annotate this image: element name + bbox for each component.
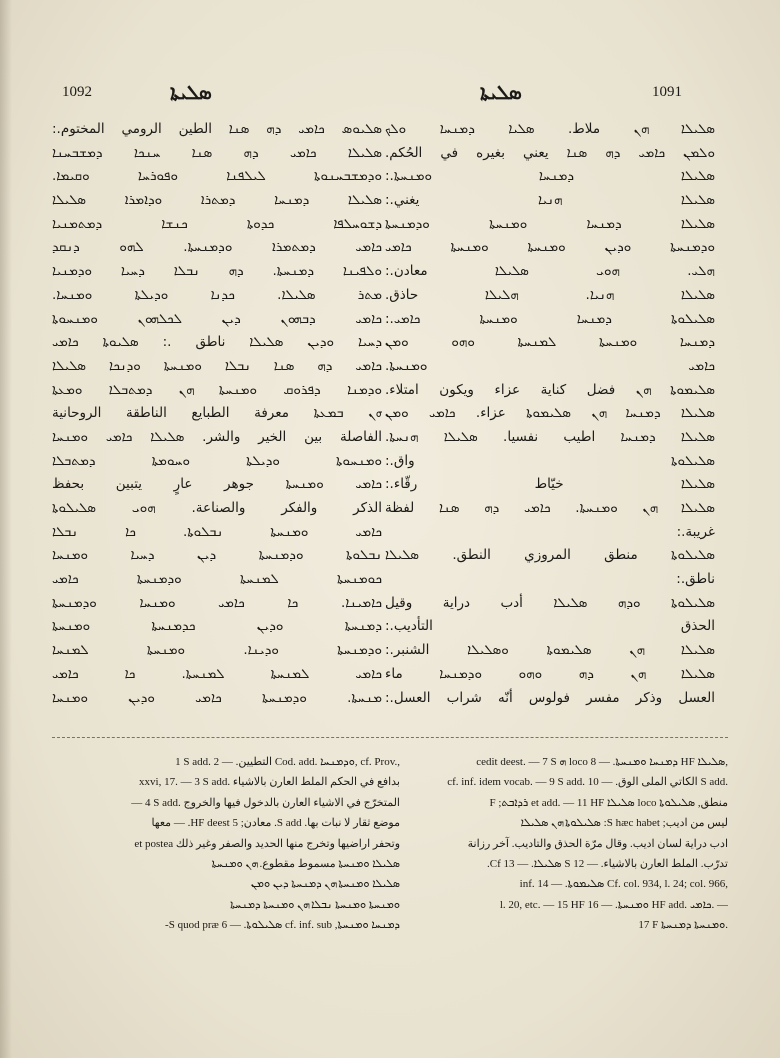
entry-line: ܟܐܡܝ ܕܡܬܡܪܐ ܘܕܡܢܚܬܐ. ܠܗܘ ܕܢܩܕ [52, 239, 382, 256]
entry-line: ܣܠܝܠܐ ܕܡܢܚܐ ܗܢ ܣܠܝܡܘܬܐ عزاء. ܟܐܡܝ ܘܡܢ [385, 405, 715, 422]
entry-line: غريبة.: [676, 523, 715, 540]
entry-line: ܘܡܢܚܘܬܐ ܘܕܝܠܬܐ ܘܚܘܡܬܐ ܕܡܬܒܠܐ [52, 452, 382, 469]
entry-line: ܣܠܝܠܐ ܕܡܢܚܐ ܘܡܢܚܬܐ ܘܕܡܢܚܬܐ [385, 215, 715, 232]
entry-line: ܣܠܝܠܐ ܗܢܝܐ يغني.: [385, 192, 715, 209]
footnote-line: منطق, ܣܠܝܠܘܬܐ loco ܣܠܝܠܐ et add. — 11 HF ܪܕܐܒܬ; F [489, 796, 728, 809]
entry-line: ܘܕܡܫܒܚܢܘܬܐ ܠܝܠܦܢܐ ܘܦܘܪܚܐ ܘܩܝܡܐ. [52, 168, 382, 185]
footnote-line: cedit deest. — 7 S ܗ loco ܕܡܢܚܐ ܘܡܢܚܬܐ. — 8 HF ܣܠܝܠܐ, [476, 756, 728, 768]
entry-line: ܗܢ ܒܡܥܬܐ معرفة الطبايع الناطقة الروحانية [52, 405, 382, 422]
entry-line: ܣܠܝܠܐ ܕܡܢܚܐ اطيب نفسيا. ܣܠܝܠܐ ܗܢܚܬܐ. [385, 428, 715, 445]
entry-line: ܡܬܪ ܣܠܝܠܐ. ܟܕܢܐ ܘܕܝܠܬܐ ܘܡܢܚܐ. [52, 286, 382, 303]
entry-line: العسل وذكر مفسر فولوس أنّه شراب العسل.: [385, 689, 715, 706]
left-running-headword: ܣܠܝܬܐ [170, 80, 212, 104]
right-dictionary-column [385, 118, 715, 710]
entry-line: ܣܠܝܠܐ ܕܡܢܚܐ ܕܡܬܪܐ ܘܕܐܡܪܐ ܣܠܝܠܐ [52, 192, 382, 209]
entry-line: ܘܕܡܢܚܬܐ ܘܕܝܢܐ. ܘܡܢܚܬܐ ܠܡܢܚܐ [52, 642, 382, 659]
page-header [0, 80, 780, 110]
entry-line: ܘܕܡܢܚܬܐ ܘܕܝܢ ܘܡܢܚܬܐ ܘܡܢܚܬܐ ܟܐܡܝ [385, 239, 715, 256]
footnote-line: inf. ܣܠܝܡܘܬܐ. — 14 Cf. col. 934, l. 24; col. 966, [519, 878, 728, 891]
footnote-line: ليس من اديب; S hæc habet: ܣܠܝܠܘܬܐ ܗܢ ܣܠܝܠܐ [520, 817, 728, 830]
entry-line: الحذق التأديب.: [385, 618, 715, 635]
entry-line: ܕܫܘܚܠܦܐ ܟܕܘܬܐ ܟܢܫܐ ܕܡܬܡܢܝܐ [52, 215, 382, 232]
entry-line: ܟܐܡܝ ܘܡܢܚܬܐ جوهر عارٍ يتبين بحفظ [52, 476, 382, 493]
entry-line: ܕܡܢܚܐ ܘܡܢܚܬܐ ܠܡܢܚܬܐ ܘܗܘ ܘܡܢ [385, 334, 715, 351]
footnote-line: ܘܡܢܚܬܐ ܘܡܢܚܬܐ ܢܒܠܐ ܗܢ ܘܡܢܚܬܐ ܕܡܢܚܬܐ [230, 898, 400, 911]
entry-line: ܘܠܦܝܢܐ ܕܡܢܚܬܐ. ܕܗ ܢܒܠܐ ܕܚܝܐ ܘܕܡܢܝܐ [52, 263, 382, 280]
entry-line: ܘܠܡܢ ܟܐܡܝ ܕܗ ܣܢܐ يعني بغيره في الحُكم. [385, 144, 715, 161]
entry-line: الفاصلة بين الخير والشر. ܣܠܝܠܐ ܟܐܡܝ ܘܡܢܚܐ [52, 428, 382, 445]
footnote-line: ادب دراية لسان اديب. وقال مرّة الحذق والتاديب. آخر رزانة [467, 837, 728, 850]
footnote-line: cf. inf. idem vocab. — 9 S add. الكاتي الملى الوق. — 10 S add. [447, 776, 728, 789]
left-dictionary-column [52, 118, 382, 710]
entry-line: ܣܠܝܠܐ ܗܢܝܐ. ܗܠܝܠܐ حاذق. [385, 286, 715, 303]
entry-line: ܣܠܝܡܘܬܐ ܗܢ فضل كناية عزاء ويكون امتلاء. [385, 381, 715, 398]
entry-line: ܣܠܝܠܐ ܕܡܢܚܐ ܘܡܢܚܬܐ.: [385, 168, 715, 185]
entry-line: ܟܐܡܝ ܘܡܢܚܬܐ. [385, 357, 715, 374]
entry-line: ܣܠܝܘܣ ܟܐܡܝ ܕܗ ܣܢܐ الطين الرومي المختوم.: [52, 121, 382, 137]
entry-line: ܣܠܝܠܘܬܐ ܕܡܢܚܐ ܘܡܢܚܬܐ ܟܐܡܝ.: [385, 310, 715, 327]
entry-line: ܟܐܡܝ ܕܒܗܘܢ ܕܝܢ ܠܟܠܗܘܢ ܘܡܢܚܘܬܐ [52, 310, 382, 327]
left-footnotes [60, 752, 400, 936]
entry-line: ܟܐܡܝ ܠܡܢܚܬܐ ܠܡܢܚܬܐ. ܟܐ ܟܐܡܝ [52, 665, 382, 682]
entry-line: ܟܐܡܝ ܕܗ ܣܢܐ ܢܒܠܐ ܘܡܢܚܬܐ ܘܕܢܟܐ ܣܠܝܠܐ [52, 357, 382, 374]
entry-line: ܟܐܡܝܢܐ. ܟܐ ܟܐܡܝ ܘܡܢܚܐ ܘܕܡܢܚܬܐ [52, 594, 382, 611]
footnote-line: موضع ثقار لا نبات بها. S add. معادن; 5 HF deest. — معها [151, 817, 400, 830]
entry-line: ܕܚܝܐ ܘܕܝܢ ܣܠܝܠܐ ناطق .: ܣܠܝܘܬܐ ܟܐܡܝ [52, 334, 382, 351]
footnote-line: xxvi, 17. — 3 S add. بدافع في الحكم الملط العارن بالاشياء [139, 776, 400, 789]
footnote-line: وتحفر اراضيها وتخرج منها الحديد والصفر وغير ذلك et postea [134, 837, 400, 850]
entry-line: ܘܕܡܢܐ ܕܦܪܘܩ ܘܡܢܚܬܐ ܗܢ ܕܡܬܒܠܐ ܘܡܥܬܐ [52, 381, 382, 398]
right-footnotes [388, 752, 728, 936]
entry-line: ܟܐܡܝ ܘܡܢܚܬܐ ܢܒܠܘܬܐ. ܟܐ ܢܒܠܐ [52, 523, 382, 540]
entry-line: ܕܡܢܚܬܐ ܘܕܝܢ ܟܕܡܢܚܬܐ ܘܡܢܚܬܐ [52, 618, 382, 635]
footnote-line: ܣܠܝܠܐ ܘܡܢܚܬܐ ܗܢ ܕܡܢܚܬܐ ܕܝܢ ܘܡܢ [250, 878, 400, 891]
footnote-line: l. 20, etc. — 15 HF ܘܡܢܚܬܐ. — 16 HF add. ܟܐܡܝ. — [499, 898, 728, 911]
entry-line: ܣܠܝܠܐ ܗܢ ܕܗ ܘܗܘ ܘܕܡܢܚܐ ماء [385, 665, 715, 682]
footnote-separator [52, 737, 728, 738]
footnote-line: ܕܡܢܚܐ ܘܡܢܚܬܐ, cf. inf. sub ܣܠܝܠܘܬܐ. — 6 S quod præ- [165, 919, 400, 932]
entry-line: الذكر والفكر والصناعة. ܗܘܝ ܣܠܝܠܘܬܐ [52, 500, 382, 516]
footnote-line: — 4 S add. المتخرّج في الاشياء العارن بالدخول فيها والخروج [131, 796, 400, 809]
entry-line: ܣܠܝܠܐ ܗܢ ܣܠܝܡܘܬܐ ܘܣܠܝܠܐ الشنبر.: [385, 642, 715, 659]
footnote-line: 17 F ܘܡܢܚܬܐ ܕܡܢܚܬܐ. [638, 919, 728, 932]
entry-line: ܣܠܝܠܘܬܐ واق.: [385, 452, 715, 469]
entry-line: ناطق.: [676, 571, 715, 588]
entry-line: ܢܒܠܘܬܐ ܘܕܡܢܚܬܐ ܕܝܢ ܕܚܝܐ ܘܡܢܚܐ [52, 547, 382, 564]
entry-line: ܟܘܡܢܚܬܐ ܠܡܢܚܬܐ ܘܕܡܢܚܬܐ ܟܐܡܝ [52, 571, 382, 588]
left-page-number: 1092 [62, 84, 92, 100]
right-page-number: 1091 [652, 84, 682, 100]
footnote-line: تدرّب. الملط العارن بالاشياء. — 12 S ܣܠܝܠܐ. — 13 Cf. [487, 857, 728, 870]
entry-line: ܣܠܝܠܐ ܗܢ ܘܡܢܚܬܐ. ܟܐܡܝ ܕܗ ܣܢܐ لفظة [385, 500, 715, 516]
entry-line: ܣܠܝܠܐ ܗܢ ملاط. ܣܠܝܐ ܕܡܢܚܐ ܘܠܟ [385, 121, 715, 137]
right-running-headword: ܣܠܝܬܐ [480, 80, 522, 104]
entry-line: ܣܠܝܠܐ ܟܐܡܝ ܕܗ ܣܢܐ ܚܢܟܐ ܕܡܫܒܚܢܐ [52, 144, 382, 161]
entry-line: ܣܠܝܠܘܬܐ ܘܕܗ ܣܠܝܠܐ أدب دراية وقيل [385, 594, 715, 611]
entry-line: ܗܠܝ. ܗܘܝ ܣܠܝܠܐ معادن.: [385, 263, 715, 280]
entry-line: ܣܠܝܠܐ خيّاط رقّاء.: [385, 476, 715, 493]
entry-line: ܣܠܝܠܘܬܐ منطق المروزي النطق. ܣܠܝܠܐ [385, 547, 715, 564]
footnote-line: 1 S add. التطيين. — 2 Cod. add. ܘܕܡܢܚܐ, cf. Prov., [175, 756, 400, 768]
binding-shadow [0, 0, 12, 1058]
footnote-line: ܣܠܝܠܐ ܘܡܢܚܬܐ مسموط مقطوع. ܗܢ ܘܡܢܚܬܐ [211, 857, 400, 870]
entry-line: ܡܢܚܬܐ. ܘܕܡܢܚܬܐ ܟܐܡܝ ܘܕܝܢ ܘܡܢܚܐ [52, 689, 382, 706]
